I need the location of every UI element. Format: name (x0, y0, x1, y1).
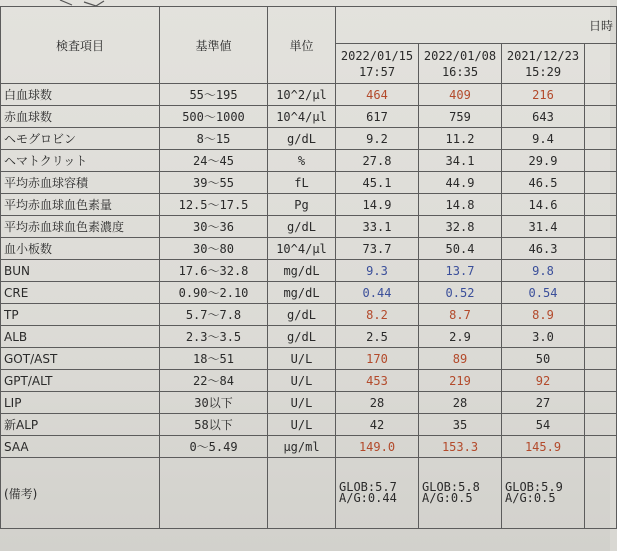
result-value: 50.4 (419, 238, 502, 260)
header-row (1, 7, 617, 44)
result-value: 14.6 (502, 194, 585, 216)
reference-range: 30以下 (160, 392, 268, 414)
extra-cell (585, 194, 617, 216)
result-value: 153.3 (419, 436, 502, 458)
table-row (1, 392, 617, 414)
reference-range: 500〜1000 (160, 106, 268, 128)
ag-ratio: A/G:0.5 (505, 491, 556, 505)
result-value: 0.52 (419, 282, 502, 304)
result-value: 8.2 (336, 304, 419, 326)
extra-cell (585, 84, 617, 106)
lab-results-table (0, 6, 617, 529)
unit: μg/ml (268, 436, 336, 458)
test-item-name: GOT/AST (1, 348, 160, 370)
unit: g/dL (268, 304, 336, 326)
glob-value: GLOB:5.9 (505, 480, 563, 494)
result-value: 89 (419, 348, 502, 370)
result-value: 8.9 (502, 304, 585, 326)
result-value: 27.8 (336, 150, 419, 172)
result-value: 9.2 (336, 128, 419, 150)
result-value: 28 (419, 392, 502, 414)
extra-cell (585, 216, 617, 238)
table-row (1, 106, 617, 128)
result-value: 34.1 (419, 150, 502, 172)
result-value: 92 (502, 370, 585, 392)
table-row (1, 84, 617, 106)
unit: 10^4/μl (268, 238, 336, 260)
result-value: 145.9 (502, 436, 585, 458)
result-value: 643 (502, 106, 585, 128)
time-3: 15:29 (524, 64, 562, 79)
unit: 10^2/μl (268, 84, 336, 106)
glob-value: GLOB:5.7 (339, 480, 397, 494)
result-value: 2.9 (419, 326, 502, 348)
remarks-note (502, 458, 585, 529)
date-3: 2021/12/23 (506, 48, 580, 63)
result-value: 42 (336, 414, 419, 436)
reference-range: 58以下 (160, 414, 268, 436)
test-item-name: BUN (1, 260, 160, 282)
test-item-name: ALB (1, 326, 160, 348)
extra-cell (585, 128, 617, 150)
reference-range: 30〜80 (160, 238, 268, 260)
extra-cell (585, 282, 617, 304)
unit: U/L (268, 392, 336, 414)
result-value: 46.5 (502, 172, 585, 194)
result-value: 13.7 (419, 260, 502, 282)
test-item-name: 平均赤血球容積 (1, 172, 160, 194)
extra-cell (585, 458, 617, 529)
table-row (1, 260, 617, 282)
unit: U/L (268, 348, 336, 370)
result-value: 14.9 (336, 194, 419, 216)
table-row (1, 370, 617, 392)
header-reference: 基準値 (160, 7, 268, 84)
table-row (1, 348, 617, 370)
reference-range: 18〜51 (160, 348, 268, 370)
result-value: 46.3 (502, 238, 585, 260)
test-item-name: CRE (1, 282, 160, 304)
table-row (1, 282, 617, 304)
extra-cell (585, 172, 617, 194)
result-value: 3.0 (502, 326, 585, 348)
table-row (1, 436, 617, 458)
reference-range: 30〜36 (160, 216, 268, 238)
extra-cell (585, 260, 617, 282)
date-column-extra (585, 44, 617, 84)
table-row (1, 216, 617, 238)
unit: g/dL (268, 326, 336, 348)
remarks-empty (160, 458, 268, 529)
date-1: 2022/01/15 (340, 48, 414, 63)
table-row (1, 238, 617, 260)
result-value: 27 (502, 392, 585, 414)
table-row (1, 326, 617, 348)
test-item-name: 新ALP (1, 414, 160, 436)
unit: g/dL (268, 216, 336, 238)
result-value: 32.8 (419, 216, 502, 238)
reference-range: 0.90〜2.10 (160, 282, 268, 304)
remarks-label: (備考) (1, 458, 160, 529)
reference-range: 12.5〜17.5 (160, 194, 268, 216)
result-value: 45.1 (336, 172, 419, 194)
test-item-name: 血小板数 (1, 238, 160, 260)
extra-cell (585, 326, 617, 348)
result-value: 9.4 (502, 128, 585, 150)
result-value: 50 (502, 348, 585, 370)
extra-cell (585, 414, 617, 436)
remarks-empty (268, 458, 336, 529)
extra-cell (585, 238, 617, 260)
test-item-name: GPT/ALT (1, 370, 160, 392)
result-value: 73.7 (336, 238, 419, 260)
result-value: 0.44 (336, 282, 419, 304)
test-item-name: TP (1, 304, 160, 326)
result-value: 31.4 (502, 216, 585, 238)
date-column-2 (419, 44, 502, 84)
date-column-1 (336, 44, 419, 84)
remarks-row (1, 458, 617, 529)
test-item-name: ヘモグロビン (1, 128, 160, 150)
test-item-name: 平均赤血球血色素量 (1, 194, 160, 216)
reference-range: 24〜45 (160, 150, 268, 172)
unit: U/L (268, 414, 336, 436)
reference-range: 17.6〜32.8 (160, 260, 268, 282)
table-row (1, 128, 617, 150)
extra-cell (585, 436, 617, 458)
result-value: 11.2 (419, 128, 502, 150)
result-value: 28 (336, 392, 419, 414)
table-row (1, 414, 617, 436)
ag-ratio: A/G:0.44 (339, 491, 397, 505)
result-value: 9.3 (336, 260, 419, 282)
test-item-name: SAA (1, 436, 160, 458)
extra-cell (585, 304, 617, 326)
unit: mg/dL (268, 282, 336, 304)
remarks-note (336, 458, 419, 529)
reference-range: 8〜15 (160, 128, 268, 150)
reference-range: 5.7〜7.8 (160, 304, 268, 326)
remarks-note (419, 458, 502, 529)
result-value: 2.5 (336, 326, 419, 348)
unit: 10^4/μl (268, 106, 336, 128)
result-value: 219 (419, 370, 502, 392)
result-value: 54 (502, 414, 585, 436)
test-item-name: 平均赤血球血色素濃度 (1, 216, 160, 238)
time-1: 17:57 (358, 64, 396, 79)
test-item-name: ヘマトクリット (1, 150, 160, 172)
result-value: 35 (419, 414, 502, 436)
result-value: 453 (336, 370, 419, 392)
table-row (1, 194, 617, 216)
result-value: 8.7 (419, 304, 502, 326)
extra-cell (585, 106, 617, 128)
unit: g/dL (268, 128, 336, 150)
result-value: 9.8 (502, 260, 585, 282)
result-value: 464 (336, 84, 419, 106)
date-column-3 (502, 44, 585, 84)
result-value: 0.54 (502, 282, 585, 304)
result-value: 33.1 (336, 216, 419, 238)
extra-cell (585, 348, 617, 370)
reference-range: 0〜5.49 (160, 436, 268, 458)
header-unit: 単位 (268, 7, 336, 84)
test-item-name: LIP (1, 392, 160, 414)
extra-cell (585, 150, 617, 172)
header-item: 検査項目 (1, 7, 160, 84)
extra-cell (585, 392, 617, 414)
table-row (1, 172, 617, 194)
result-value: 759 (419, 106, 502, 128)
reference-range: 39〜55 (160, 172, 268, 194)
reference-range: 55〜195 (160, 84, 268, 106)
result-value: 149.0 (336, 436, 419, 458)
lab-results-body (1, 7, 617, 529)
unit: % (268, 150, 336, 172)
test-item-name: 赤血球数 (1, 106, 160, 128)
ag-ratio: A/G:0.5 (422, 491, 473, 505)
table-row (1, 304, 617, 326)
header-datetime: 日時 (336, 7, 617, 44)
result-value: 170 (336, 348, 419, 370)
unit: mg/dL (268, 260, 336, 282)
time-2: 16:35 (441, 64, 479, 79)
result-value: 617 (336, 106, 419, 128)
glob-value: GLOB:5.8 (422, 480, 480, 494)
table-row (1, 150, 617, 172)
reference-range: 2.3〜3.5 (160, 326, 268, 348)
date-2: 2022/01/08 (423, 48, 497, 63)
unit: U/L (268, 370, 336, 392)
result-value: 29.9 (502, 150, 585, 172)
result-value: 44.9 (419, 172, 502, 194)
result-value: 14.8 (419, 194, 502, 216)
result-value: 409 (419, 84, 502, 106)
result-value: 216 (502, 84, 585, 106)
unit: fL (268, 172, 336, 194)
unit: Pg (268, 194, 336, 216)
test-item-name: 白血球数 (1, 84, 160, 106)
extra-cell (585, 370, 617, 392)
reference-range: 22〜84 (160, 370, 268, 392)
